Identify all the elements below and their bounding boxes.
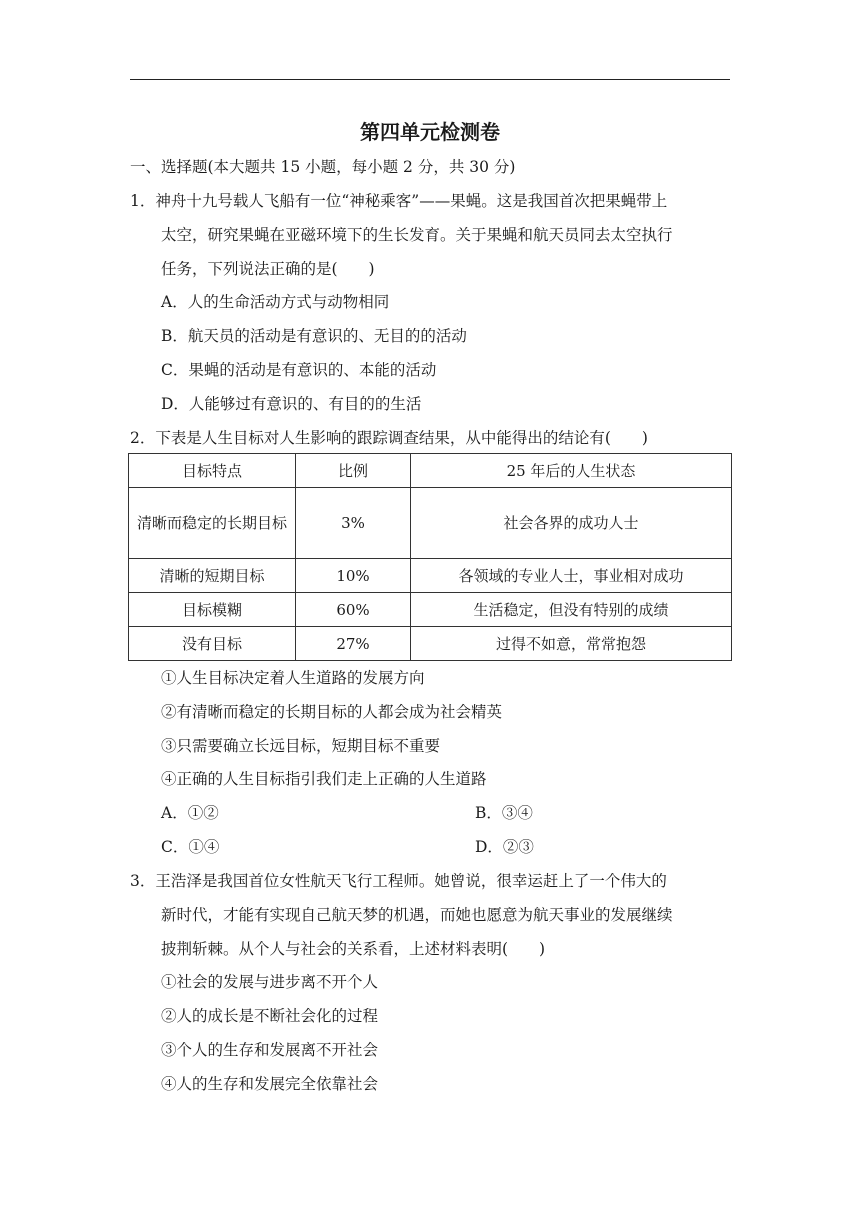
- q2-option-a: A．①②: [161, 804, 219, 822]
- q3-stem-line-3: 披荆斩棘。从个人与社会的关系看，上述材料表明( ): [161, 940, 546, 958]
- q2-statement-2: ②有清晰而稳定的长期目标的人都会成为社会精英: [161, 703, 503, 721]
- q2-statement-1: ①人生目标决定着人生道路的发展方向: [161, 669, 425, 687]
- table-cell: 10%: [296, 559, 411, 593]
- table-cell: 清晰的短期目标: [129, 559, 296, 593]
- q2-statement-4: ④正确的人生目标指引我们走上正确的人生道路: [161, 770, 487, 788]
- q3-stem-line-1: 3．王浩泽是我国首位女性航天飞行工程师。她曾说，很幸运赶上了一个伟大的: [130, 872, 667, 890]
- section-heading: 一、选择题(本大题共 15 小题，每小题 2 分，共 30 分): [130, 158, 516, 176]
- q1-stem-line-2: 太空，研究果蝇在亚磁环境下的生长发育。关于果蝇和航天员同去太空执行: [161, 226, 673, 244]
- q2-stem: 2．下表是人生目标对人生影响的跟踪调查结果，从中能得出的结论有( ): [130, 429, 648, 447]
- table-row: [129, 593, 732, 627]
- q1-option-b: B．航天员的活动是有意识的、无目的的活动: [161, 327, 467, 345]
- q1-option-a: A．人的生命活动方式与动物相同: [161, 293, 390, 311]
- q3-statement-3: ③个人的生存和发展离不开社会: [161, 1041, 379, 1059]
- table-cell: 生活稳定，但没有特别的成绩: [411, 593, 732, 627]
- table-cell: 60%: [296, 593, 411, 627]
- table-cell: 各领域的专业人士，事业相对成功: [411, 559, 732, 593]
- q3-statement-1: ①社会的发展与进步离不开个人: [161, 973, 379, 991]
- table-row: [129, 559, 732, 593]
- q2-option-c: C．①④: [161, 838, 220, 856]
- page-title: 第四单元检测卷: [360, 120, 500, 144]
- table-cell: 清晰而稳定的长期目标: [129, 488, 296, 559]
- table-header-row: [129, 454, 732, 488]
- q2-option-d: D．②③: [475, 838, 534, 856]
- survey-table: [128, 453, 732, 661]
- table-row: [129, 488, 732, 559]
- q2-option-b: B．③④: [475, 804, 533, 822]
- table-cell: 3%: [296, 488, 411, 559]
- q3-stem-line-2: 新时代，才能有实现自己航天梦的机遇，而她也愿意为航天事业的发展继续: [161, 906, 673, 924]
- q1-option-c: C．果蝇的活动是有意识的、本能的活动: [161, 361, 437, 379]
- q1-stem-line-3: 任务，下列说法正确的是( ): [161, 260, 375, 278]
- table-cell: 27%: [296, 627, 411, 661]
- q1-stem-line-1: 1．神舟十九号载人飞船有一位“神秘乘客”——果蝇。这是我国首次把果蝇带上: [130, 192, 668, 210]
- table-cell: 社会各界的成功人士: [411, 488, 732, 559]
- top-rule: [130, 79, 730, 80]
- table-header-cell: 25 年后的人生状态: [411, 454, 732, 488]
- table-cell: 没有目标: [129, 627, 296, 661]
- q3-statement-4: ④人的生存和发展完全依靠社会: [161, 1075, 379, 1093]
- q1-option-d: D．人能够过有意识的、有目的的生活: [161, 395, 422, 413]
- table-header-cell: 目标特点: [129, 454, 296, 488]
- q2-statement-3: ③只需要确立长远目标，短期目标不重要: [161, 737, 441, 755]
- table-cell: 目标模糊: [129, 593, 296, 627]
- table-cell: 过得不如意，常常抱怨: [411, 627, 732, 661]
- table-header-cell: 比例: [296, 454, 411, 488]
- table-row: [129, 627, 732, 661]
- q3-statement-2: ②人的成长是不断社会化的过程: [161, 1007, 379, 1025]
